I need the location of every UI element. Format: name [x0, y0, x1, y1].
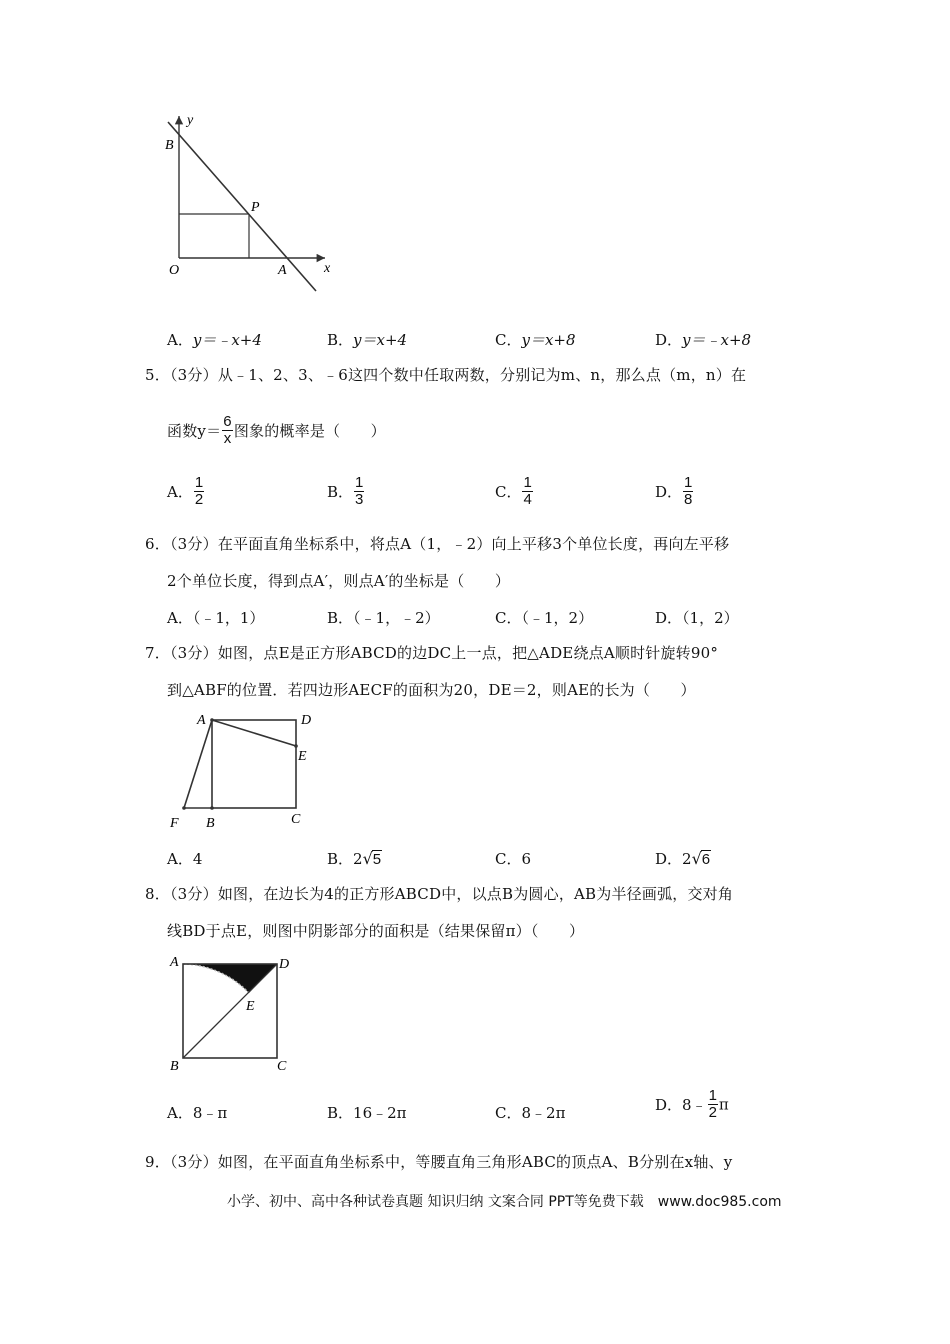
q8-option-c: C．8﹣2π: [495, 1104, 566, 1122]
q7-line2: 到△ABF的位置．若四边形AECF的面积为20，DE＝2，则AE的长为（ ）: [167, 681, 696, 699]
q8-figure: [165, 948, 305, 1076]
q7-label-e: E: [298, 749, 307, 764]
q7-segment-ae: [212, 720, 296, 746]
q4-option-c: C．y＝x+8: [495, 331, 576, 349]
q4-line-ab: [168, 122, 316, 291]
q6-option-b: B．（﹣1，﹣2）: [327, 609, 440, 627]
q4-label-b: B: [165, 138, 174, 153]
q7-segment-af: [184, 720, 212, 808]
q6-option-c: C．（﹣1，2）: [495, 609, 594, 627]
q8-label-e: E: [246, 999, 255, 1014]
q7-line1: 7．（3分）如图，点E是正方形ABCD的边DC上一点，把△ADE绕点A顺时针旋转90°: [145, 644, 719, 662]
q9-line1: 9．（3分）如图，在平面直角坐标系中，等腰直角三角形ABC的顶点A、B分别在x轴、y: [145, 1153, 733, 1171]
q4-label-x: x: [324, 261, 331, 276]
q5-line1: 5．（3分）从﹣1、2、3、﹣6这四个数中任取两数，分别记为m、n，那么点（m，n）在: [145, 366, 747, 384]
q8-label-d: D: [279, 957, 290, 972]
q4-label-a: A: [278, 263, 287, 278]
q4-label-y: y: [187, 113, 194, 128]
q8-option-d: D．8﹣ $\frac{1}{2}$ π: [655, 1087, 729, 1121]
q8-option-b: B．16﹣2π: [327, 1104, 407, 1122]
q4-option-d: D．y＝﹣x+8: [655, 331, 752, 349]
q8-line1: 8．（3分）如图，在边长为4的正方形ABCD中，以点B为圆心，AB为半径画弧，交对角: [145, 885, 734, 903]
q4-label-p: P: [251, 200, 260, 215]
q5-line2: 函数y＝ $\frac{6}{x}$ 图象的概率是（ ）: [167, 413, 386, 447]
q7-label-d: D: [301, 713, 312, 728]
q4-label-o: O: [169, 263, 180, 278]
q5-option-d: D． $\frac{1}{8}$: [655, 474, 693, 508]
q7-option-b: B．2√5: [327, 849, 382, 868]
q8-line2: 线BD于点E，则图中阴影部分的面积是（结果保留π）（ ）: [167, 922, 585, 940]
q7-figure: [165, 708, 325, 833]
q7-option-c: C．6: [495, 850, 532, 868]
q7-label-a: A: [197, 713, 206, 728]
q7-label-c: C: [291, 812, 301, 827]
q7-option-d: D．2√6: [655, 849, 711, 868]
q6-line1: 6．（3分）在平面直角坐标系中，将点A（1，﹣2）向上平移3个单位长度，再向左平移: [145, 535, 730, 553]
q6-option-d: D．（1，2）: [655, 609, 739, 627]
q8-option-a: A．8﹣π: [167, 1104, 228, 1122]
q4-figure: [160, 108, 340, 298]
q7-label-b: B: [206, 816, 215, 831]
q8-label-a: A: [170, 955, 179, 970]
q5-option-b: B． $\frac{1}{3}$: [327, 474, 364, 508]
q5-option-a: A． $\frac{1}{2}$: [167, 474, 204, 508]
q5-fraction: $\frac{6}{x}$: [223, 413, 232, 447]
q6-option-a: A．（﹣1，1）: [167, 609, 265, 627]
q6-line2: 2个单位长度，得到点A′，则点A′的坐标是（ ）: [167, 572, 511, 590]
page-footer: 小学、初中、高中各种试卷真题 知识归纳 文案合同 PPT等免费下载 www.doc985.com: [227, 1194, 782, 1210]
q8-label-b: B: [170, 1059, 179, 1074]
q4-option-b: B．y＝x+4: [327, 331, 408, 349]
q7-label-f: F: [170, 816, 179, 831]
q4-option-a: A．y＝﹣x+4: [167, 331, 262, 349]
q7-option-a: A．4: [167, 850, 203, 868]
q8-label-c: C: [277, 1059, 287, 1074]
q5-option-c: C． $\frac{1}{4}$: [495, 474, 532, 508]
